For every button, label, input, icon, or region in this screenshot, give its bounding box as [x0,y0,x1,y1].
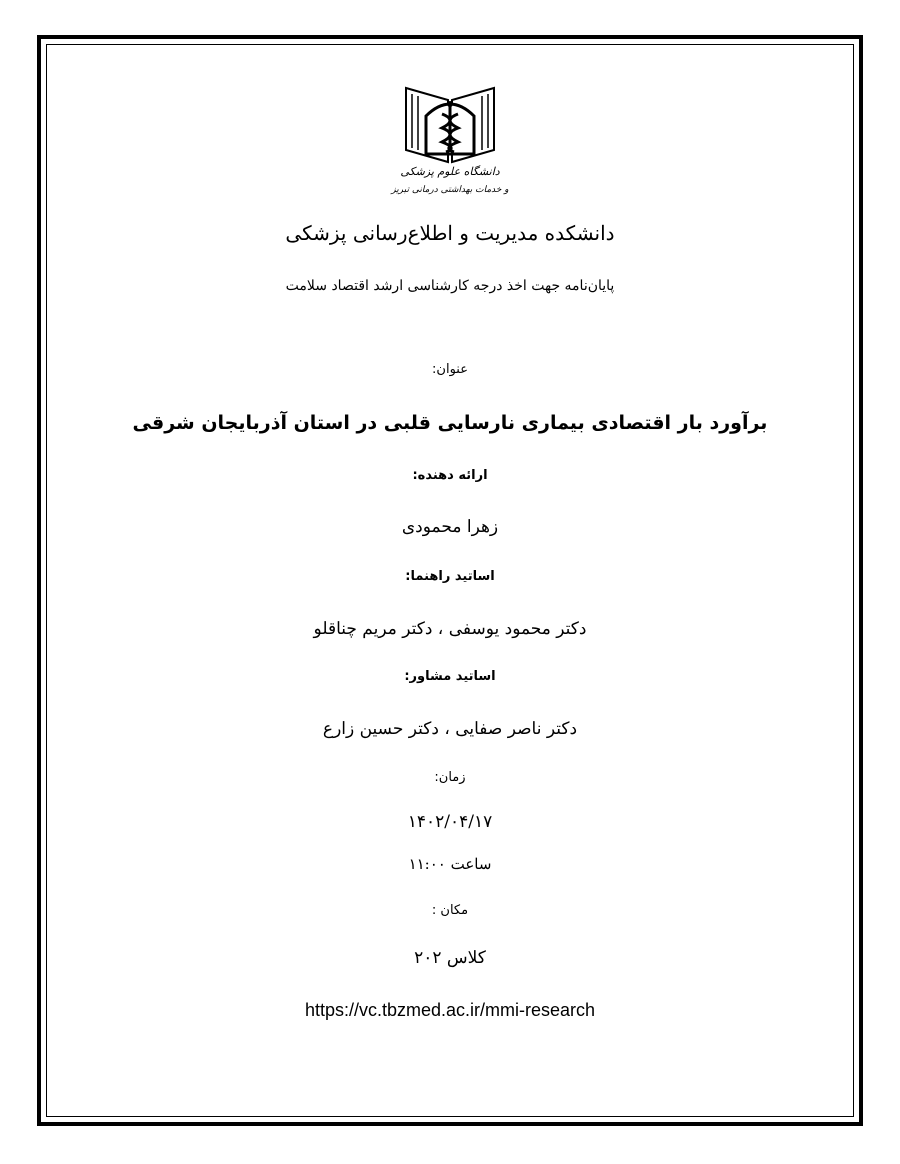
emblem-calligraphy-line-2: و خدمات بهداشتی درمانی تبریز [391,185,509,195]
university-emblem-icon [390,82,510,200]
defense-hour: ساعت ۱۱:۰۰ [408,855,492,873]
online-session-link[interactable]: https://vc.tbzmed.ac.ir/mmi-research [304,1000,596,1020]
defense-place: کلاس ۲۰۲ [414,948,486,968]
university-name: دانشکده مدیریت و اطلاع‌رسانی پزشکی [285,221,615,245]
presenter-name: زهرا محمودی [401,517,499,537]
supervisors-label: اساتید راهنما: [405,569,495,584]
advisors-names: دکتر ناصر صفایی ، دکتر حسین زارع [322,719,578,739]
place-label: مکان : [431,903,469,918]
emblem-calligraphy-line-1: دانشگاه علوم پزشکی [400,165,500,178]
time-label: زمان: [434,770,466,785]
advisors-label: اساتید مشاور: [404,669,496,684]
defense-date: ۱۴۰۲/۰۴/۱۷ [407,812,493,832]
presenter-label: ارائه دهنده: [412,468,488,483]
thesis-purpose: پایان‌نامه جهت اخذ درجه کارشناسی ارشد اقتصاد سلامت [285,278,615,294]
supervisors-names: دکتر محمود یوسفی ، دکتر مریم چناقلو [313,619,587,639]
thesis-title: برآورد بار اقتصادی بیماری نارسایی قلبی در استان آذربایجان شرقی [132,412,768,434]
title-label: عنوان: [432,362,468,377]
